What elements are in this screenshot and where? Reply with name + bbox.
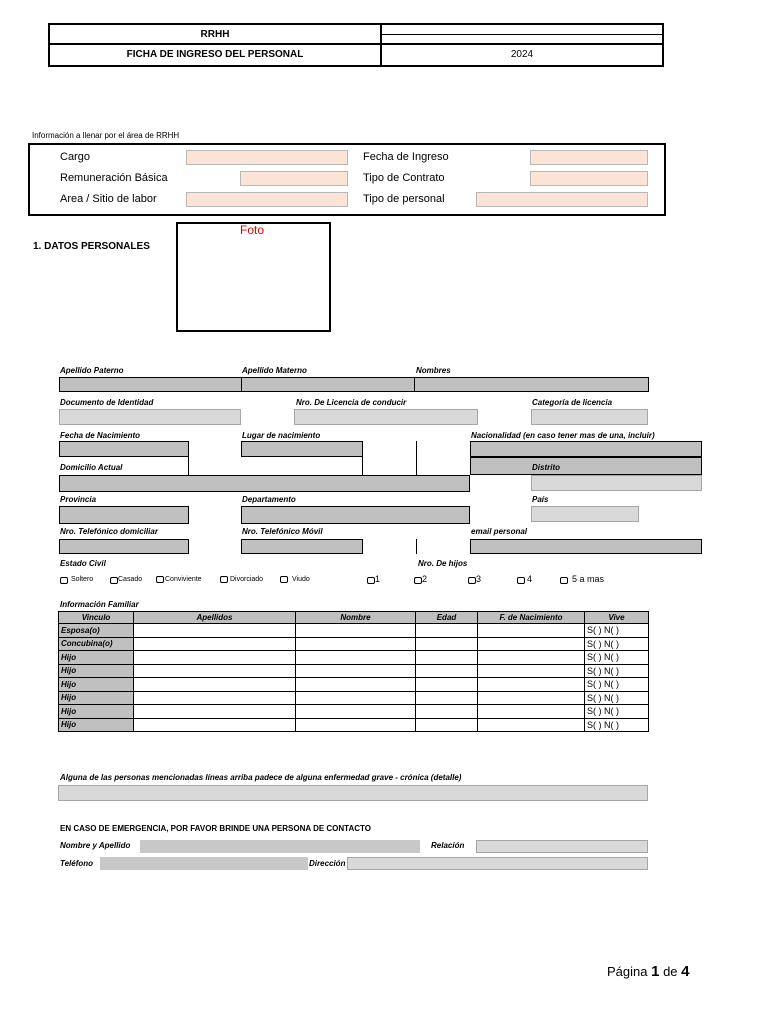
fecha-cell[interactable]	[478, 691, 585, 705]
field-divider	[414, 377, 415, 392]
checkbox-label: Viudo	[292, 576, 310, 583]
field-divider	[188, 457, 189, 475]
table-header-row	[59, 612, 649, 624]
photo-label: Foto	[240, 223, 265, 237]
col-fecha: F. de Nacimiento	[478, 612, 585, 624]
col-edad: Edad	[416, 612, 478, 624]
emergencia-nombre-label: Nombre y Apellido	[60, 841, 131, 850]
apellidos-cell[interactable]	[134, 651, 296, 665]
apellidos-cell[interactable]	[134, 678, 296, 692]
apellidos-cell[interactable]	[134, 637, 296, 651]
domicilio-label: Domicilio Actual	[60, 463, 123, 472]
vinculo-cell: Hijo	[59, 651, 134, 665]
apellidos-cell[interactable]	[134, 624, 296, 638]
vive-cell[interactable]: S( ) N( )	[585, 637, 649, 651]
vinculo-cell: Hijo	[59, 664, 134, 678]
field-divider	[362, 457, 363, 475]
area-label: Area / Sitio de labor	[60, 193, 157, 205]
checkbox-label: 4	[527, 574, 533, 584]
table-row	[59, 718, 649, 732]
footer-current: 1	[651, 963, 660, 980]
tel-domiciliar-label: Nro. Telefónico domiciliar	[60, 527, 158, 536]
nombre-cell[interactable]	[296, 651, 416, 665]
tipo-personal-label: Tipo de personal	[363, 193, 445, 205]
enfermedad-field[interactable]	[58, 785, 648, 801]
enfermedad-label: Alguna de las personas mencionadas líneas arriba padece de alguna enfermedad grave - crónica (detalle)	[60, 773, 462, 782]
edad-cell[interactable]	[416, 718, 478, 732]
lugar-nacimiento-label: Lugar de nacimiento	[242, 431, 321, 440]
checkbox-casado[interactable]	[110, 577, 118, 584]
apellido-materno-label: Apellido Materno	[242, 366, 307, 375]
emergencia-direccion-label: Dirección	[309, 859, 346, 868]
cargo-field[interactable]	[186, 150, 348, 165]
checkbox-hijos-2[interactable]	[414, 577, 422, 584]
familia-table	[58, 611, 649, 732]
edad-cell[interactable]	[416, 651, 478, 665]
emergencia-title: EN CASO DE EMERGENCIA, POR FAVOR BRINDE UNA PERSONA DE CONTACTO	[60, 824, 371, 833]
footer-total: 4	[681, 963, 690, 980]
nombre-cell[interactable]	[296, 705, 416, 719]
field-divider	[241, 377, 242, 392]
fecha-cell[interactable]	[478, 718, 585, 732]
vive-cell[interactable]: S( ) N( )	[585, 691, 649, 705]
tel-movil-label: Nro. Telefónico Móvil	[242, 527, 323, 536]
vive-cell[interactable]: S( ) N( )	[585, 651, 649, 665]
checkbox-label: 2	[422, 574, 428, 584]
checkbox-soltero[interactable]	[60, 577, 68, 584]
col-nombre: Nombre	[296, 612, 416, 624]
header-divider	[382, 34, 662, 35]
edad-cell[interactable]	[416, 678, 478, 692]
checkbox-label: Soltero	[71, 576, 94, 583]
vive-cell[interactable]: S( ) N( )	[585, 718, 649, 732]
col-apellidos: Apellidos	[134, 612, 296, 624]
vinculo-cell: Hijo	[59, 705, 134, 719]
remuneracion-label: Remuneración Básica	[60, 172, 168, 184]
categoria-licencia-label: Categoría de licencia	[532, 398, 613, 407]
email-label: email personal	[471, 527, 528, 536]
remuneracion-field[interactable]	[240, 171, 348, 186]
vinculo-cell: Concubina(o)	[59, 637, 134, 651]
rrhh-note: Información a llenar por el área de RRHH	[32, 131, 180, 140]
checkbox-hijos-3[interactable]	[468, 577, 476, 584]
apellidos-cell[interactable]	[134, 664, 296, 678]
edad-cell[interactable]	[416, 664, 478, 678]
nombres-row-field[interactable]	[59, 377, 649, 392]
checkbox-label: 3	[476, 574, 482, 584]
cargo-label: Cargo	[60, 151, 90, 163]
fecha-cell[interactable]	[478, 651, 585, 665]
fecha-cell[interactable]	[478, 664, 585, 678]
distrito-label: Distrito	[532, 463, 560, 472]
nombre-cell[interactable]	[296, 664, 416, 678]
field-divider	[416, 441, 417, 475]
header-left	[50, 25, 382, 65]
nro-hijos-label: Nro. De hijos	[418, 559, 468, 568]
table-row	[59, 705, 649, 719]
nacionalidad-field-2[interactable]	[470, 457, 702, 475]
nacionalidad-label: Nacionalidad (en caso tener mas de una, incluir)	[471, 431, 655, 440]
table-row	[59, 651, 649, 665]
edad-cell[interactable]	[416, 624, 478, 638]
table-row	[59, 691, 649, 705]
licencia-field[interactable]	[294, 409, 478, 425]
section-title: 1. DATOS PERSONALES	[33, 241, 150, 252]
nombre-cell[interactable]	[296, 624, 416, 638]
email-field[interactable]	[470, 539, 702, 554]
emergencia-telefono-label: Teléfono	[60, 859, 94, 868]
documento-label: Documento de Identidad	[60, 398, 154, 407]
fecha-nacimiento-label: Fecha de Nacimiento	[60, 431, 141, 440]
checkbox-hijos-4[interactable]	[517, 577, 525, 584]
vinculo-cell: Hijo	[59, 718, 134, 732]
estado-civil-label: Estado Civil	[60, 559, 106, 568]
edad-cell[interactable]	[416, 705, 478, 719]
checkbox-divorciado[interactable]	[220, 576, 228, 583]
tel-movil-field[interactable]	[241, 539, 363, 554]
checkbox-hijos-1[interactable]	[367, 577, 375, 584]
col-vive: Vive	[585, 612, 649, 624]
fecha-cell[interactable]	[478, 624, 585, 638]
tipo-contrato-label: Tipo de Contrato	[363, 172, 445, 184]
form-title: FICHA DE INGRESO DEL PERSONAL	[126, 49, 304, 60]
tel-domiciliar-field[interactable]	[59, 539, 189, 554]
table-row	[59, 624, 649, 638]
fecha-ingreso-field[interactable]	[530, 150, 648, 165]
checkbox-hijos-5[interactable]	[560, 577, 568, 584]
familia-title: Información Familiar	[60, 600, 139, 609]
pais-label: País	[532, 495, 549, 504]
distrito-field[interactable]	[531, 475, 702, 491]
pais-field[interactable]	[531, 506, 639, 522]
vinculo-cell: Hijo	[59, 678, 134, 692]
fecha-cell[interactable]	[478, 637, 585, 651]
documento-field[interactable]	[59, 409, 241, 425]
edad-cell[interactable]	[416, 637, 478, 651]
lugar-nacimiento-field[interactable]	[241, 441, 363, 457]
vive-cell[interactable]: S( ) N( )	[585, 678, 649, 692]
provincia-field[interactable]	[59, 506, 189, 524]
vinculo-cell: Esposa(o)	[59, 624, 134, 638]
domicilio-field[interactable]	[59, 475, 470, 492]
footer-pagina: Página	[607, 964, 648, 979]
checkbox-label: 1	[375, 574, 381, 584]
table-row	[59, 678, 649, 692]
nombre-cell[interactable]	[296, 691, 416, 705]
emergencia-nombre-field[interactable]	[140, 840, 420, 853]
header-year: 2024	[510, 49, 534, 60]
checkbox-label: 5 a mas	[572, 574, 605, 584]
departamento-field[interactable]	[241, 506, 470, 524]
emergencia-relacion-field[interactable]	[476, 840, 648, 853]
vive-cell[interactable]: S( ) N( )	[585, 705, 649, 719]
area-field[interactable]	[186, 192, 348, 207]
fecha-nacimiento-field[interactable]	[59, 441, 189, 457]
categoria-licencia-field[interactable]	[531, 409, 648, 425]
checkbox-label: Casado	[118, 576, 143, 583]
header-org: RRHH	[50, 25, 380, 45]
apellidos-cell[interactable]	[134, 691, 296, 705]
tipo-contrato-field[interactable]	[530, 171, 648, 186]
edad-cell[interactable]	[416, 691, 478, 705]
table-row	[59, 637, 649, 651]
checkbox-label: Conviviente	[165, 576, 202, 583]
tipo-personal-field[interactable]	[476, 192, 648, 207]
field-divider	[416, 539, 417, 554]
header-table	[48, 23, 664, 67]
checkbox-label: Divorciado	[230, 576, 264, 583]
fecha-ingreso-label: Fecha de Ingreso	[363, 151, 449, 163]
departamento-label: Departamento	[242, 495, 296, 504]
emergencia-telefono-field[interactable]	[100, 857, 308, 870]
col-vinculo: Vinculo	[59, 612, 134, 624]
table-row	[59, 664, 649, 678]
nacionalidad-field[interactable]	[470, 441, 702, 457]
vive-cell[interactable]: S( ) N( )	[585, 664, 649, 678]
fecha-cell[interactable]	[478, 705, 585, 719]
vinculo-cell: Hijo	[59, 691, 134, 705]
apellido-paterno-label: Apellido Paterno	[60, 366, 124, 375]
emergencia-direccion-field[interactable]	[347, 857, 648, 870]
header-right	[382, 25, 662, 65]
nombre-cell[interactable]	[296, 678, 416, 692]
fecha-cell[interactable]	[478, 678, 585, 692]
provincia-label: Provincia	[60, 495, 97, 504]
page-footer	[607, 963, 690, 980]
vive-cell[interactable]: S( ) N( )	[585, 624, 649, 638]
header-divider	[382, 43, 662, 45]
checkbox-viudo[interactable]	[280, 576, 288, 583]
nombre-cell[interactable]	[296, 718, 416, 732]
checkbox-conviviente[interactable]	[156, 576, 164, 583]
photo-box[interactable]	[176, 222, 331, 332]
licencia-label: Nro. De Licencia de conducir	[296, 398, 407, 407]
emergencia-relacion-label: Relación	[431, 841, 465, 850]
apellidos-cell[interactable]	[134, 718, 296, 732]
nombre-cell[interactable]	[296, 637, 416, 651]
footer-de: de	[663, 964, 678, 979]
nombres-label: Nombres	[416, 366, 451, 375]
apellidos-cell[interactable]	[134, 705, 296, 719]
